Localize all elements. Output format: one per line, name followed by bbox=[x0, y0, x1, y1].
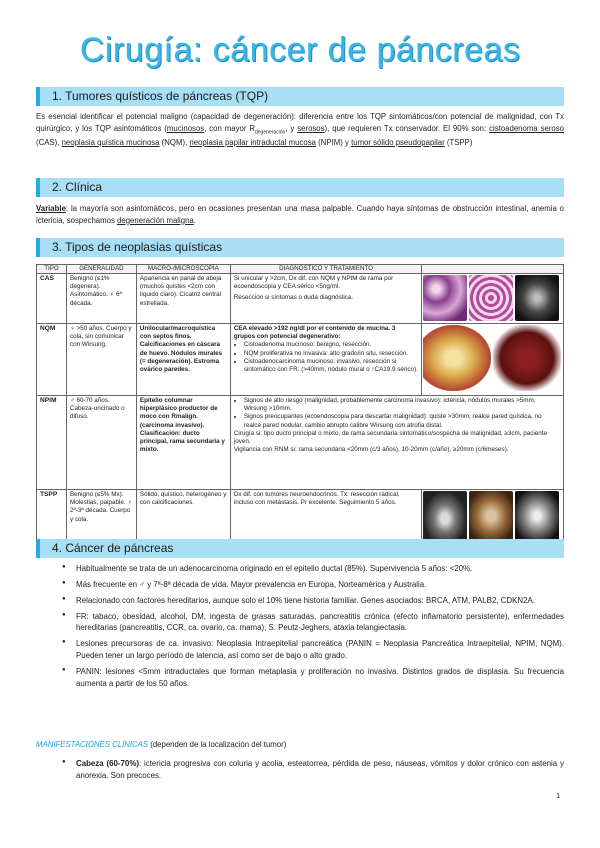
ct-scan-image bbox=[423, 491, 467, 541]
histology-image bbox=[423, 275, 467, 321]
table-header-row bbox=[37, 265, 564, 274]
cell-text: CEA elevado >192 ng/dl por el contenido de mucina. 3 grupos con potencial degenerativo: bbox=[233, 325, 396, 341]
text-run: tumor sólido pseudopapilar bbox=[351, 137, 445, 147]
section-heading-tqp: 1. Tumores quísticos de páncreas (TQP) bbox=[36, 87, 564, 106]
subheading-note: (dependen de la localización del tumor) bbox=[148, 740, 287, 749]
manifestaciones-heading bbox=[36, 740, 286, 751]
list-item: ● FR: tabaco, obesidad, alcohol, DM, ingesta de grasas saturadas, pancreatitis crónica (efecto inflamatorio persistente), enfermedades hereditarias (pancreatitis, CCR, ca. ovario, ca. mama), S. Peutz-Jeghers, ataxia telangiectasia. bbox=[36, 611, 564, 635]
text-run: ), que requieren Tx conservador. El 90% son: bbox=[324, 123, 490, 133]
column-header: TIPO bbox=[37, 265, 67, 274]
page-title: Cirugía: cáncer de páncreas bbox=[79, 31, 521, 69]
cell-diagnostico bbox=[230, 324, 421, 396]
bullet-list bbox=[36, 758, 564, 782]
macroscopic-specimen-image bbox=[469, 491, 513, 541]
column-header: MACRO-/MICROSCOPÍA bbox=[136, 265, 230, 274]
macroscopic-specimen-image bbox=[493, 325, 561, 391]
cell-diagnostico bbox=[230, 396, 563, 490]
macroscopic-specimen-image bbox=[423, 325, 491, 391]
list-item: • Signos preocupantes (ecoendoscopia para descartar malignidad): quiste >30mm, realce pared quística, no realce pared nodular, cambio abrupto calibre Wirsung con atrofia distal. bbox=[244, 413, 560, 429]
text-run: (NPIM) y bbox=[315, 137, 352, 147]
cell-macro: Apariencia en panal de abeja (muchos quistes <2cm con líquido claro). Cicatriz central estrellada. bbox=[136, 274, 230, 324]
section-tqp-text bbox=[36, 111, 564, 148]
table-row bbox=[37, 490, 564, 544]
table-row bbox=[37, 274, 564, 324]
cell-generalidad: Benigno (≤1% degenera). Asintomático. ♀ 6ª década. bbox=[66, 274, 136, 324]
text-run: neoplasia quística mucinosa bbox=[61, 137, 160, 147]
text-run: neoplasia papilar intraductal mucosa bbox=[189, 137, 316, 147]
list-item: • Signos de alto riesgo (malignidad, probablemente carcinoma invasivo): ictericia, nódulos murales >5mm, Wirsung >10mm. bbox=[244, 397, 560, 413]
cell-tipo: NPIM bbox=[37, 396, 67, 490]
cell-diagnostico bbox=[230, 274, 421, 324]
list-item: • NQM proliferativa no invasiva: alto grado/in situ, resección. bbox=[244, 350, 418, 358]
cell-images bbox=[422, 490, 564, 544]
text-run: mucinosos bbox=[166, 123, 205, 133]
cell-generalidad: Benigno (≤5% Mx). Molestias, palpable. ♀ 2ª-3ª década. Cuerpo y cola. bbox=[66, 490, 136, 544]
text-run: : ictericia progresiva con coluria y acolia, esteatorrea, pérdida de peso, náuseas, vómitos y dolor crónico con astenia y anorexia. Son precoces. bbox=[76, 759, 564, 780]
text-run: (TSPP) bbox=[444, 137, 473, 147]
list-item: ● Lesiones precursoras de ca. invasivo: Neoplasia Intraepitelial pancreática (PANIN = Neoplasia Pancreática Intraepitelial, NPIM, NQM). Pueden tener un largo período de latencia, así como ser de bajo o alto grado. bbox=[36, 638, 564, 662]
subtype-list bbox=[234, 341, 418, 374]
text-run: cistoadenoma seroso bbox=[489, 123, 564, 133]
list-item: ● Relacionado con factores hereditarios, aunque solo el 10% tiene historia familiar. Genes asociados: BRCA, ATM, PALB2, CDKN2A. bbox=[36, 595, 564, 607]
ct-scan-image bbox=[515, 275, 559, 321]
cell-diagnostico: Dx dif. con tumores neuroendocrinos. Tx: resección radical, incluso con metástasis. Pr excelente. Seguimiento 5 años. bbox=[230, 490, 421, 544]
cell-text: Cirugía si: tipo ducto principal o mixto, de rama secundaria sintomático/sospecha de malignidad, ≥3cm, paciente joven. bbox=[233, 429, 548, 445]
cell-generalidad: ♂ 60-70 años. Cabeza-uncinado o difuso. bbox=[66, 396, 136, 490]
column-header: GENERALIDAD bbox=[66, 265, 136, 274]
section-heading-tipos: 3. Tipos de neoplasias quísticas bbox=[36, 238, 564, 257]
text-run: degeneración bbox=[255, 129, 286, 136]
signs-list bbox=[234, 397, 560, 430]
page-number: 1 bbox=[556, 793, 560, 800]
list-item: • Cistoadenocarcinoma mucinoso: invasivo, resección si sintomático con FR: (>40mm, nódulo mural o ↑CA19.9 sérico). bbox=[244, 358, 418, 374]
cancer-bullets bbox=[36, 563, 564, 694]
text-run: Variable bbox=[36, 204, 66, 213]
list-item: ● Habitualmente se trata de un adenocarcinoma originado en el epitelio ductal (85%). Supervivencia 5 años: <20%. bbox=[36, 563, 564, 575]
list-item: ● PANIN: lesiones <5mm intraductales que forman metaplasia y proliferación no invasiva. Distintos grados de displasia. Su frecuencia aumenta a partir de los 50 años. bbox=[36, 666, 564, 690]
cell-macro: Unilocular/macroquística con septos finos. Calcificaciones en cáscara de huevo. Nódulos murales (= degeneración). Estroma ovárico paredes. bbox=[136, 324, 230, 396]
table-row bbox=[37, 324, 564, 396]
cell-text: Vigilancia con RNM si: rama secundaria <20mm (c/3 años), 10-20mm (c/año), ≥20mm (c/6meses). bbox=[233, 446, 509, 454]
text-run: Es esencial identificar el potencial maligno (capacidad de degeneración): diferencia entre los TQP sintomáticos/con potencial de malignidad, con Tx quirúrgico, y los TQP asintomáticos ( bbox=[36, 112, 564, 133]
cell-text: Resección si síntomas o duda diagnóstica. bbox=[233, 294, 354, 302]
bullet-list bbox=[36, 563, 564, 690]
text-run: : la mayoría son asintomáticos, pero en ocasiones presentan una masa palpable. Cuando haya síntomas de obstrucción intestinal, anemia o ictericia, sospechamos bbox=[36, 204, 564, 225]
cell-images bbox=[422, 324, 564, 396]
text-run: , y bbox=[285, 123, 298, 133]
section-heading-clinica: 2. Clínica bbox=[36, 178, 564, 197]
cell-tipo: TSPP bbox=[37, 490, 67, 544]
text-run: . bbox=[193, 215, 196, 225]
cell-tipo: CAS bbox=[37, 274, 67, 324]
cell-generalidad: ♀ >50 años. Cuerpo y cola, sin comunicar con Wirsung. bbox=[66, 324, 136, 396]
column-header: DIAGNÓSTICO Y TRATAMIENTO bbox=[230, 265, 421, 274]
cell-macro: Epitelio columnar hiperplásico productor de moco con Rmalign. (carcinoma invasivo). Clasificación: ducto principal, rama secundaria y mixto. bbox=[136, 396, 230, 490]
text-run: , con mayor R bbox=[204, 123, 255, 133]
section-heading-cancer: 4. Cáncer de páncreas bbox=[36, 539, 564, 558]
section-clinica-text bbox=[36, 203, 564, 226]
text-run: serosos bbox=[297, 123, 325, 133]
list-item: ● Más frecuente en ♂ y 7ª-8ª década de vida. Mayor prevalencia en Europa, Norteamérica y Australia. bbox=[36, 579, 564, 591]
table-row bbox=[37, 396, 564, 490]
text-run: (CAS), bbox=[36, 137, 62, 147]
text-run: (NQM), bbox=[159, 137, 190, 147]
histology-image bbox=[469, 275, 513, 321]
subheading-label: MANIFESTACIONES CLÍNICAS bbox=[36, 740, 149, 749]
manifestaciones-bullets bbox=[36, 758, 564, 786]
column-header-images bbox=[422, 265, 564, 274]
ct-scan-image bbox=[515, 491, 559, 541]
cell-images bbox=[422, 274, 564, 324]
cell-tipo: NQM bbox=[37, 324, 67, 396]
list-item: • Cistoadenoma mucinoso: benigno, resección. bbox=[244, 341, 418, 349]
cell-text: Si unicular y >2cm, Dx dif. con NQM y NPIM de rama por ecoendoscopia y CEA sérico <5ng/ml. bbox=[233, 275, 394, 291]
text-run: Cabeza (60-70%) bbox=[76, 759, 139, 768]
text-run: degeneración maligna bbox=[117, 215, 194, 225]
neoplasias-table bbox=[36, 264, 564, 544]
list-item bbox=[36, 758, 564, 782]
cell-macro: Sólido, quístico, heterogéneo y con calcificaciones. bbox=[136, 490, 230, 544]
